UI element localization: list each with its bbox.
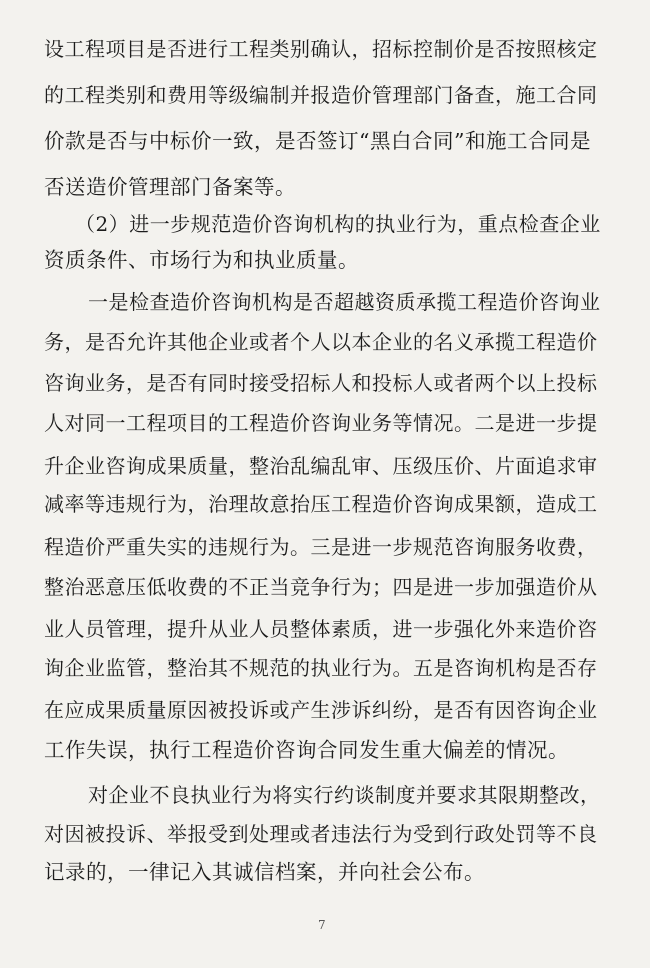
text-line: （2）进一步规范造价咨询机构的执业行为，重点检查企业 — [75, 212, 601, 236]
text-line: 业人员管理，提升从业人员整体素质，进一步强化外来造价咨 — [44, 617, 598, 641]
text-line: 询企业监管，整治其不规范的执业行为。五是咨询机构是否存 — [44, 656, 598, 680]
text-line: 一是检查造价咨询机构是否超越资质承揽工程造价咨询业 — [88, 290, 601, 314]
text-line: 程造价严重失实的违规行为。三是进一步规范咨询服务收费， — [44, 535, 598, 559]
text-line: 减率等违规行为，治理故意抬压工程造价咨询成果额，造成工 — [44, 492, 598, 516]
text-line: 务，是否允许其他企业或者个人以本企业的名义承揽工程造价 — [44, 330, 598, 354]
text-line: 的工程类别和费用等级编制并报造价管理部门备查，施工合同 — [44, 83, 598, 107]
text-line: 工作失误，执行工程造价咨询合同发生重大偏差的情况。 — [44, 738, 569, 762]
text-line: 否送造价管理部门备案等。 — [44, 175, 296, 199]
text-line: 对企业不良执业行为将实行约谈制度并要求其限期整改， — [88, 783, 601, 807]
text-line: 在应成果质量原因被投诉或产生涉诉纠纷，是否有因咨询企业 — [44, 698, 598, 722]
text-line: 升企业咨询成果质量，整治乱编乱审、压级压价、片面追求审 — [44, 454, 598, 478]
text-line: 咨询业务，是否有同时接受招标人和投标人或者两个以上投标 — [44, 371, 598, 395]
page-number: 7 — [318, 918, 326, 932]
text-line: 设工程项目是否进行工程类别确认，招标控制价是否按照核定 — [44, 37, 598, 61]
text-line: 人对同一工程项目的工程造价咨询业务等情况。二是进一步提 — [44, 411, 598, 435]
text-line: 记录的，一律记入其诚信档案，并向社会公布。 — [44, 860, 485, 884]
text-line: 整治恶意压低收费的不正当竞争行为；四是进一步加强造价从 — [44, 575, 598, 599]
text-line: 资质条件、市场行为和执业质量。 — [44, 248, 359, 272]
text-line: 对因被投诉、举报受到处理或者违法行为受到行政处罚等不良 — [44, 822, 598, 846]
text-line: 价款是否与中标价一致，是否签订“黑白合同”和施工合同是 — [44, 129, 591, 153]
